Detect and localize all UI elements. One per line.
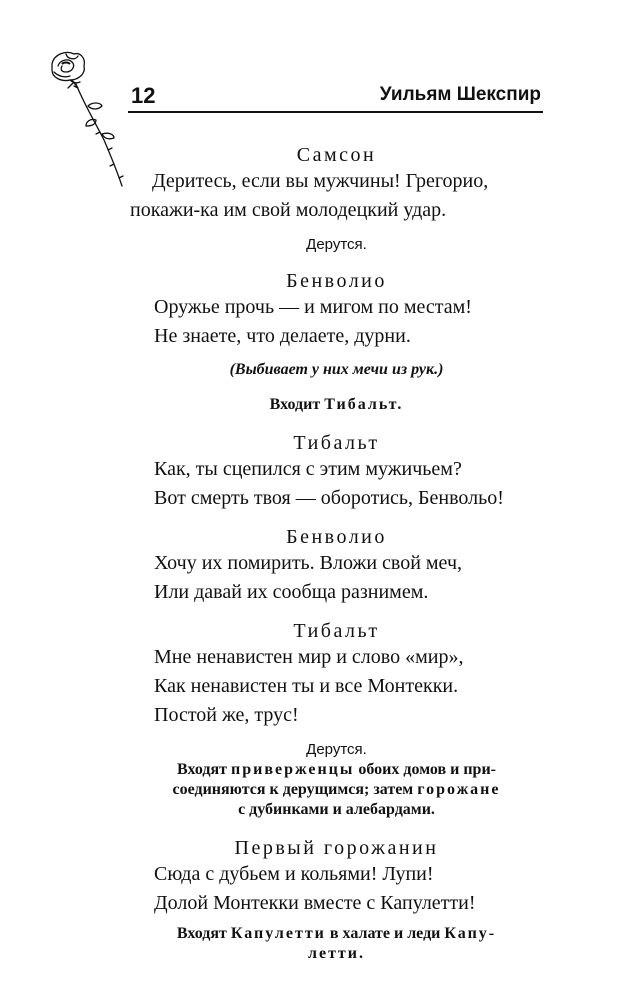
stage-text: Входят xyxy=(176,925,227,942)
stage-text: соединяются к дерущимся; затем xyxy=(172,781,414,798)
character-name: Тибальт. xyxy=(324,396,404,413)
character-name: Капу- xyxy=(444,925,497,942)
speech-line: Вот смерть твоя — оборотись, Бенвольо! xyxy=(154,487,504,509)
stage-text xyxy=(130,760,543,780)
stage-direction: Дерутся. xyxy=(306,236,367,253)
speech-line: Постой же, трус! xyxy=(154,704,299,726)
speech-block xyxy=(130,143,543,225)
character-name: летти. xyxy=(307,945,365,962)
stage-text xyxy=(130,924,543,944)
running-title: Уильям Шекспир xyxy=(379,84,541,105)
speaker-name: Самсон xyxy=(296,144,377,166)
speech-line: Мне ненавистен мир и слово «мир», xyxy=(154,646,464,668)
stage-direction xyxy=(130,924,543,964)
speech-line: Сюда с дубьем и кольями! Лупи! xyxy=(154,863,434,885)
stage-direction xyxy=(130,395,543,415)
speech-line: покажи-ка им свой молодецкий удар. xyxy=(130,199,447,221)
speech-line: Как ненавистен ты и все Монтекки. xyxy=(154,675,459,697)
speech-line: Хочу их помирить. Вложи свой меч, xyxy=(154,552,462,574)
rose-icon xyxy=(40,44,135,194)
speech-line: Оружье прочь — и мигом по местам! xyxy=(154,296,472,318)
speaker-name: Тибальт xyxy=(293,620,380,642)
header-divider xyxy=(128,111,543,113)
stage-text: Дерутся. xyxy=(306,741,367,758)
stage-text: в халате и леди xyxy=(329,925,441,942)
stage-direction: (Выбивает у них мечи из рук.) xyxy=(229,361,444,378)
character-name: Капулетти xyxy=(230,925,326,942)
character-group: горожане xyxy=(417,781,501,798)
speech-line: Не знаете, что делаете, дурни. xyxy=(154,325,411,347)
speech-block xyxy=(130,525,543,607)
speech-block xyxy=(130,619,543,730)
speaker-name: Бенволио xyxy=(286,270,387,292)
stage-text: Входят xyxy=(176,761,227,778)
speech-line: Как, ты сцепился с этим мужичьем? xyxy=(154,458,462,480)
speech-line: Долой Монтекки вместе с Капулетти! xyxy=(154,892,476,914)
stage-text: обоих домов и при- xyxy=(358,761,496,778)
speech-line: Деритесь, если вы мужчины! Грегорио, xyxy=(152,170,489,192)
speaker-name: Первый горожанин xyxy=(234,837,439,859)
speech-block xyxy=(130,836,543,918)
speech-line: Или давай их сообща разнимем. xyxy=(154,581,429,603)
character-group: приверженцы xyxy=(230,761,355,778)
stage-text xyxy=(130,780,543,800)
stage-text: Входит xyxy=(269,396,321,413)
stage-text: с дубинками и алебардами. xyxy=(238,801,435,818)
page-number: 12 xyxy=(131,83,156,108)
speech-block xyxy=(130,269,543,351)
speech-block xyxy=(130,431,543,513)
speaker-name: Тибальт xyxy=(293,432,380,454)
stage-direction xyxy=(130,740,543,820)
play-text xyxy=(130,140,543,964)
speaker-name: Бенволио xyxy=(286,526,387,548)
